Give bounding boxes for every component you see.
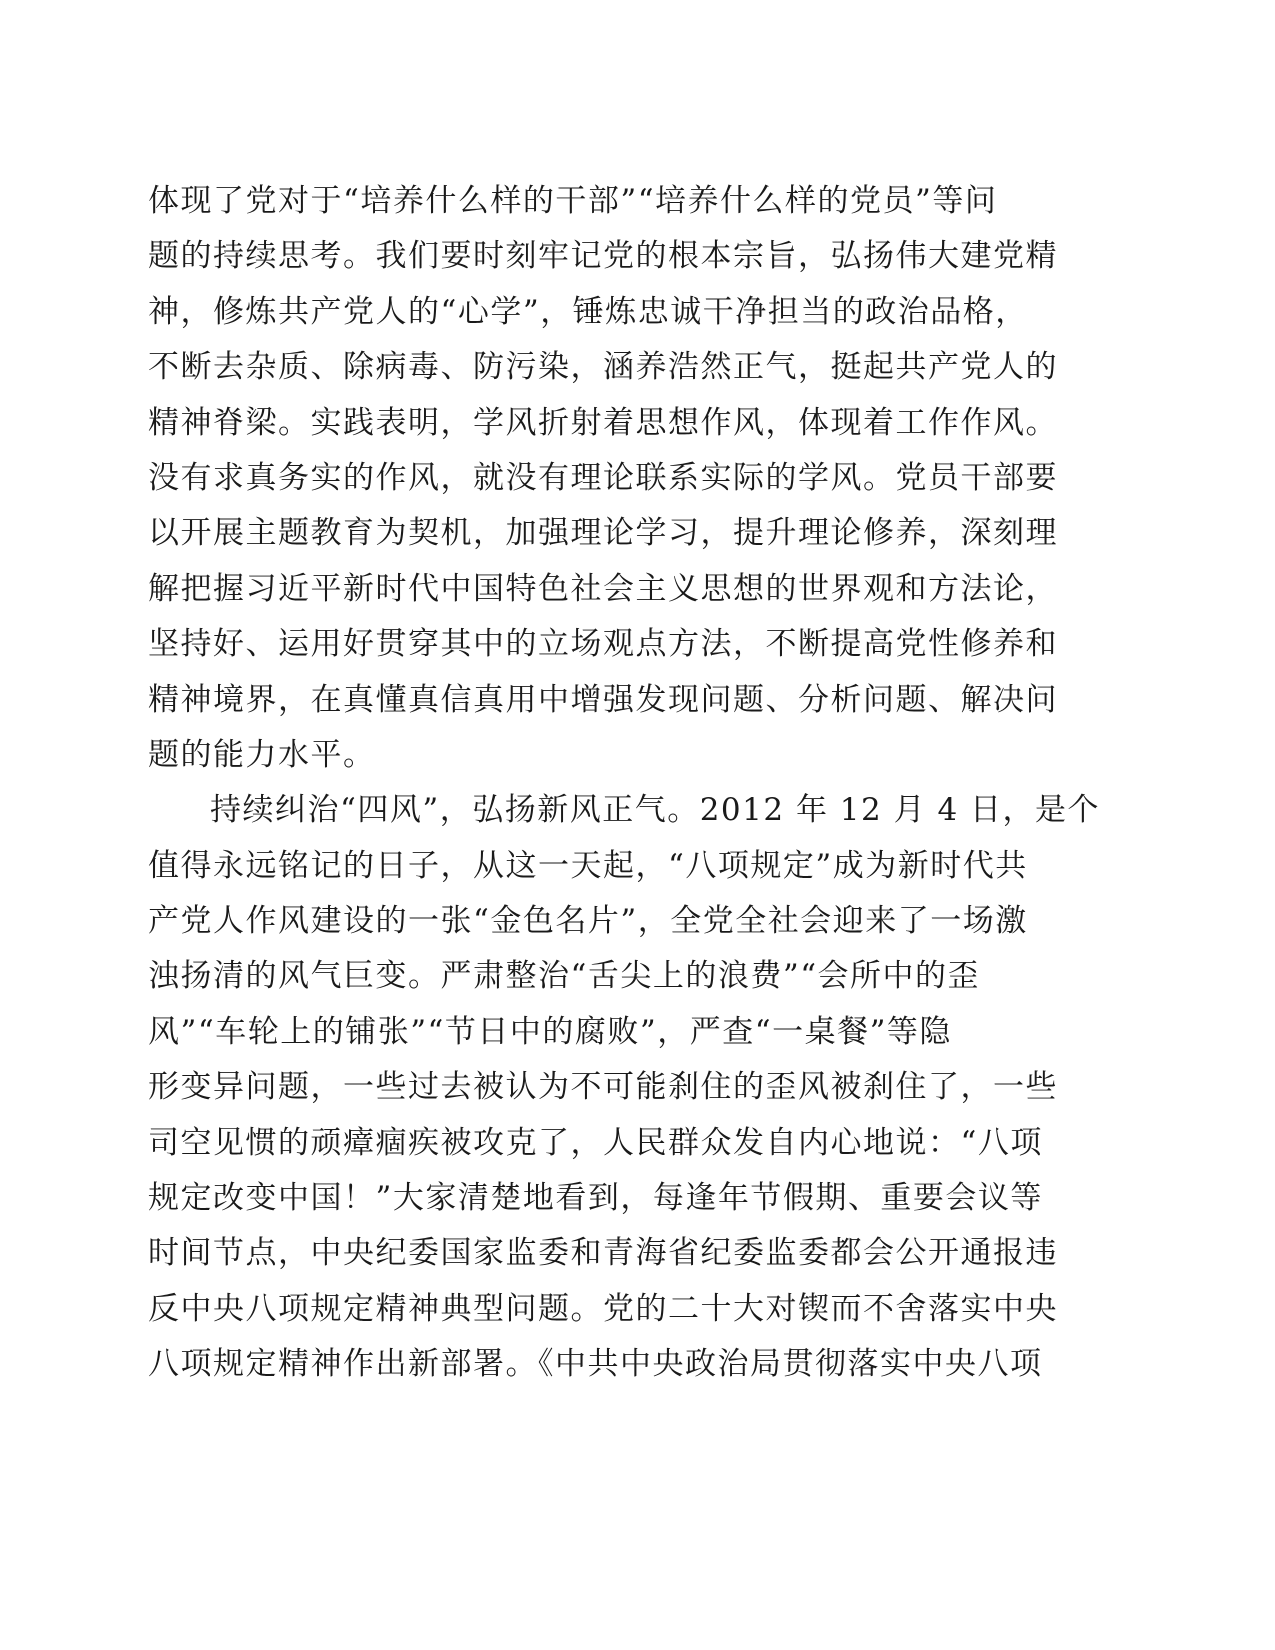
text-line: 精神境界，在真懂真信真用中增强发现问题、分析问题、解决问 [148,681,1058,718]
text-line: 题的能力水平。 [148,736,376,773]
text-line: 体现了党对于“培养什么样的干部”“培养什么样的党员”等问 [148,183,998,219]
text-line: 时间节点，中央纪委国家监委和青海省纪委监委都会公开通报违 [148,1235,1058,1272]
text-line: 八项规定精神作出新部署。《中共中央政治局贯彻落实中央八项 [148,1346,1043,1383]
document-body [148,174,1101,1393]
text-line: 产党人作风建设的一张“金色名片”，全党全社会迎来了一场激 [148,903,1028,940]
text-line: 值得永远铭记的日子，从这一天起，“八项规定”成为新时代共 [148,847,1028,884]
text-line: 以开展主题教育为契机，加强理论学习，提升理论修养，深刻理 [148,515,1058,552]
text-line: 没有求真务实的作风，就没有理论联系实际的学风。党员干部要 [148,459,1058,496]
text-line: 风”“车轮上的铺张”“节日中的腐败”，严查“一桌餐”等隐 [148,1013,952,1050]
text-line: 司空见惯的顽瘴痼疾被攻克了，人民群众发自内心地说：“八项 [148,1124,1043,1161]
text-line: 规定改变中国！”大家清楚地看到，每逢年节假期、重要会议等 [148,1180,1043,1217]
text-line: 题的持续思考。我们要时刻牢记党的根本宗旨，弘扬伟大建党精 [148,238,1058,275]
text-line: 神，修炼共产党人的“心学”，锤炼忠诚干净担当的政治品格， [148,293,1028,330]
text-line: 浊扬清的风气巨变。严肃整治“舌尖上的浪费”“会所中的歪 [148,958,981,995]
text-line: 形变异问题，一些过去被认为不可能刹住的歪风被刹住了，一些 [148,1069,1058,1106]
text-line: 反中央八项规定精神典型问题。党的二十大对锲而不舍落实中央 [148,1290,1058,1327]
text-line: 精神脊梁。实践表明，学风折射着思想作风，体现着工作作风。 [148,404,1058,441]
text-line: 坚持好、运用好贯穿其中的立场观点方法，不断提高党性修养和 [148,626,1058,663]
paragraph-start-line: 持续纠治“四风”，弘扬新风正气。2012 年 12 月 4 日，是个 [210,792,1101,829]
text-line: 解把握习近平新时代中国特色社会主义思想的世界观和方法论， [148,570,1058,607]
text-line: 不断去杂质、除病毒、防污染，涵养浩然正气，挺起共产党人的 [148,349,1058,386]
